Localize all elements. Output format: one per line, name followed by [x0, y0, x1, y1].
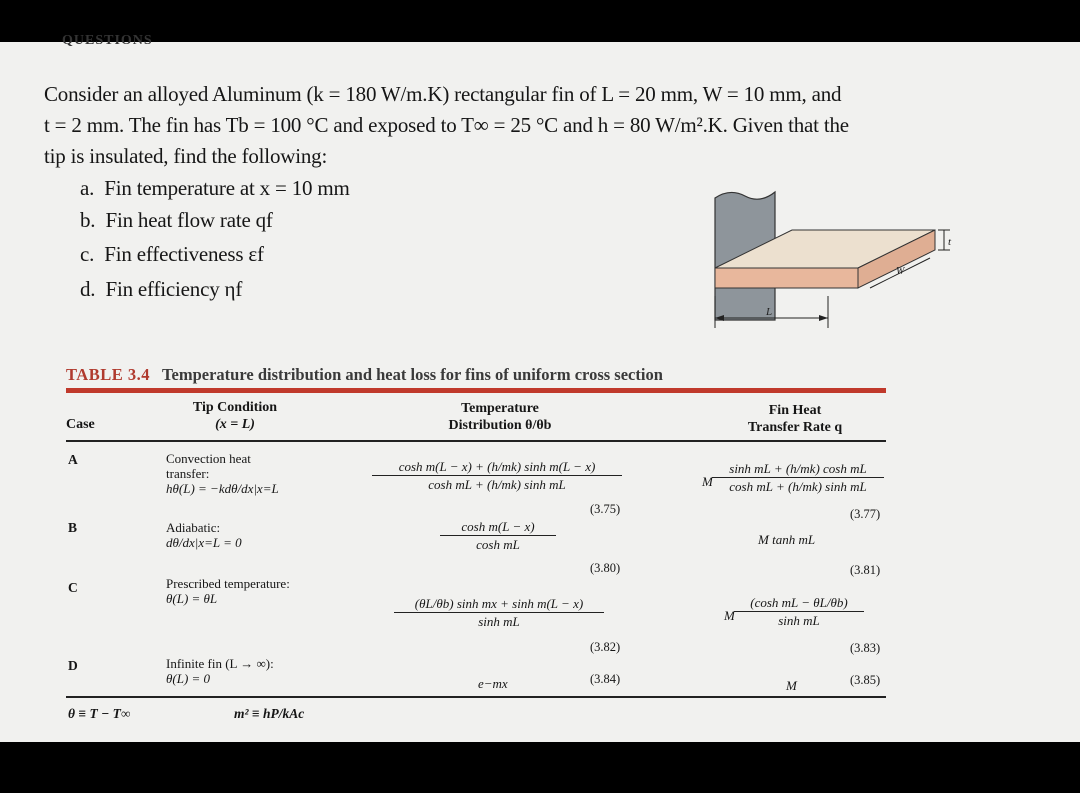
item-text: Fin heat flow rate qf	[105, 208, 273, 232]
row-c-temp-eq: (3.82)	[590, 640, 621, 654]
header-tip-line1: Tip Condition	[192, 400, 278, 415]
item-text: Fin efficiency ηf	[105, 277, 243, 301]
row-c-heat-eq: (3.83)	[850, 641, 881, 655]
cutoff-heading: QUESTIONS	[62, 33, 153, 48]
item-marker: a.	[80, 176, 95, 200]
fraction-numerator: (cosh mL − θL/θb)	[750, 595, 848, 610]
row-a-temperature	[372, 458, 622, 493]
cond-line: dθ/dx|x=L = 0	[166, 535, 242, 550]
header-tip	[180, 399, 290, 433]
row-d-temperature: e−mx	[478, 676, 508, 691]
cond-line: θ(L) = 0	[166, 671, 211, 686]
fraction-denominator: cosh mL	[440, 535, 556, 553]
fraction-denominator: sinh mL	[394, 612, 604, 630]
row-b-temp-eq: (3.80)	[590, 561, 621, 575]
row-a-heat	[712, 460, 884, 495]
fin-front-face	[715, 268, 858, 288]
question-line-3: tip is insulated, find the following:	[44, 144, 328, 168]
fraction-denominator: cosh mL + (h/mk) sinh mL	[372, 475, 622, 493]
table-top-rule	[66, 388, 886, 393]
header-temp-line1: Temperature	[461, 401, 539, 416]
cond-line: Adiabatic:	[166, 520, 221, 535]
header-temp	[420, 400, 580, 434]
item-marker: c.	[80, 242, 95, 266]
item-d	[80, 277, 242, 302]
header-temp-line2: Distribution θ/θb	[448, 418, 552, 433]
header-heat-line1: Fin Heat	[768, 403, 822, 418]
l-label: L	[766, 306, 773, 318]
item-a	[80, 176, 350, 201]
fraction-denominator: cosh mL + (h/mk) sinh mL	[712, 477, 884, 495]
cond-line: Convection heat	[166, 451, 251, 466]
fraction-numerator: sinh mL + (h/mk) cosh mL	[729, 461, 867, 476]
footer-theta-def: θ ≡ T − T∞	[68, 706, 131, 721]
table-title	[66, 365, 663, 385]
row-a-condition	[166, 451, 279, 496]
item-c	[80, 242, 264, 267]
row-d-case: D	[68, 658, 78, 673]
row-a-heat-prefix: M	[702, 474, 713, 489]
cond-line: Infinite fin (L → ∞):	[166, 656, 274, 671]
fraction-numerator: cosh m(L − x) + (h/mk) sinh m(L − x)	[398, 459, 596, 474]
header-case: Case	[66, 417, 95, 432]
fraction-denominator: sinh mL	[734, 611, 864, 629]
row-b-temperature	[440, 518, 556, 553]
row-a-case: A	[68, 452, 78, 467]
row-c-temperature	[394, 595, 604, 630]
header-heat	[720, 402, 870, 436]
item-marker: b.	[80, 208, 96, 232]
header-heat-line2: Transfer Rate q	[747, 420, 843, 435]
row-c-case: C	[68, 580, 78, 595]
row-a-heat-eq: (3.77)	[850, 507, 881, 521]
fin-diagram	[700, 170, 960, 340]
table-label: TABLE 3.4	[66, 365, 150, 384]
item-marker: d.	[80, 277, 96, 301]
cond-line: θ(L) = θL	[166, 591, 218, 606]
row-c-condition	[166, 576, 290, 606]
row-b-heat-eq: (3.81)	[850, 563, 881, 577]
row-c-heat-prefix: M	[724, 608, 735, 623]
cond-line: transfer:	[166, 466, 210, 481]
w-label: W	[896, 266, 905, 277]
question-line-1: Consider an alloyed Aluminum (k = 180 W/m.K) rectangular fin of L = 20 mm, W = 10 mm, and	[44, 82, 842, 106]
t-label: t	[948, 236, 952, 248]
item-text: Fin temperature at x = 10 mm	[104, 176, 350, 200]
item-text: Fin effectiveness εf	[104, 242, 264, 266]
row-a-temp-eq: (3.75)	[590, 502, 621, 516]
header-tip-line2: (x = L)	[215, 417, 255, 432]
table-bottom-rule	[66, 696, 886, 698]
row-d-heat: M	[786, 678, 797, 693]
question-line-2: t = 2 mm. The fin has Tb = 100 °C and exposed to T∞ = 25 °C and h = 80 W/m².K. Given that the	[44, 113, 849, 137]
fraction-numerator: (θL/θb) sinh mx + sinh m(L − x)	[414, 596, 584, 611]
document-page	[0, 33, 1080, 742]
footer-m-def: m² ≡ hP/kAc	[234, 706, 305, 721]
fraction-numerator: cosh m(L − x)	[461, 519, 535, 534]
row-d-temp-eq: (3.84)	[590, 672, 621, 686]
row-d-heat-eq: (3.85)	[850, 673, 881, 687]
row-d-condition	[166, 656, 274, 686]
table-header-rule	[66, 440, 886, 442]
row-b-heat: M tanh mL	[758, 532, 816, 547]
row-b-condition	[166, 520, 242, 550]
item-b	[80, 208, 273, 233]
row-b-case: B	[68, 520, 78, 535]
row-c-heat	[734, 594, 864, 629]
table-caption: Temperature distribution and heat loss for fins of uniform cross section	[162, 365, 663, 384]
cond-line: Prescribed temperature:	[166, 576, 290, 591]
cond-line: hθ(L) = −kdθ/dx|x=L	[166, 481, 279, 496]
